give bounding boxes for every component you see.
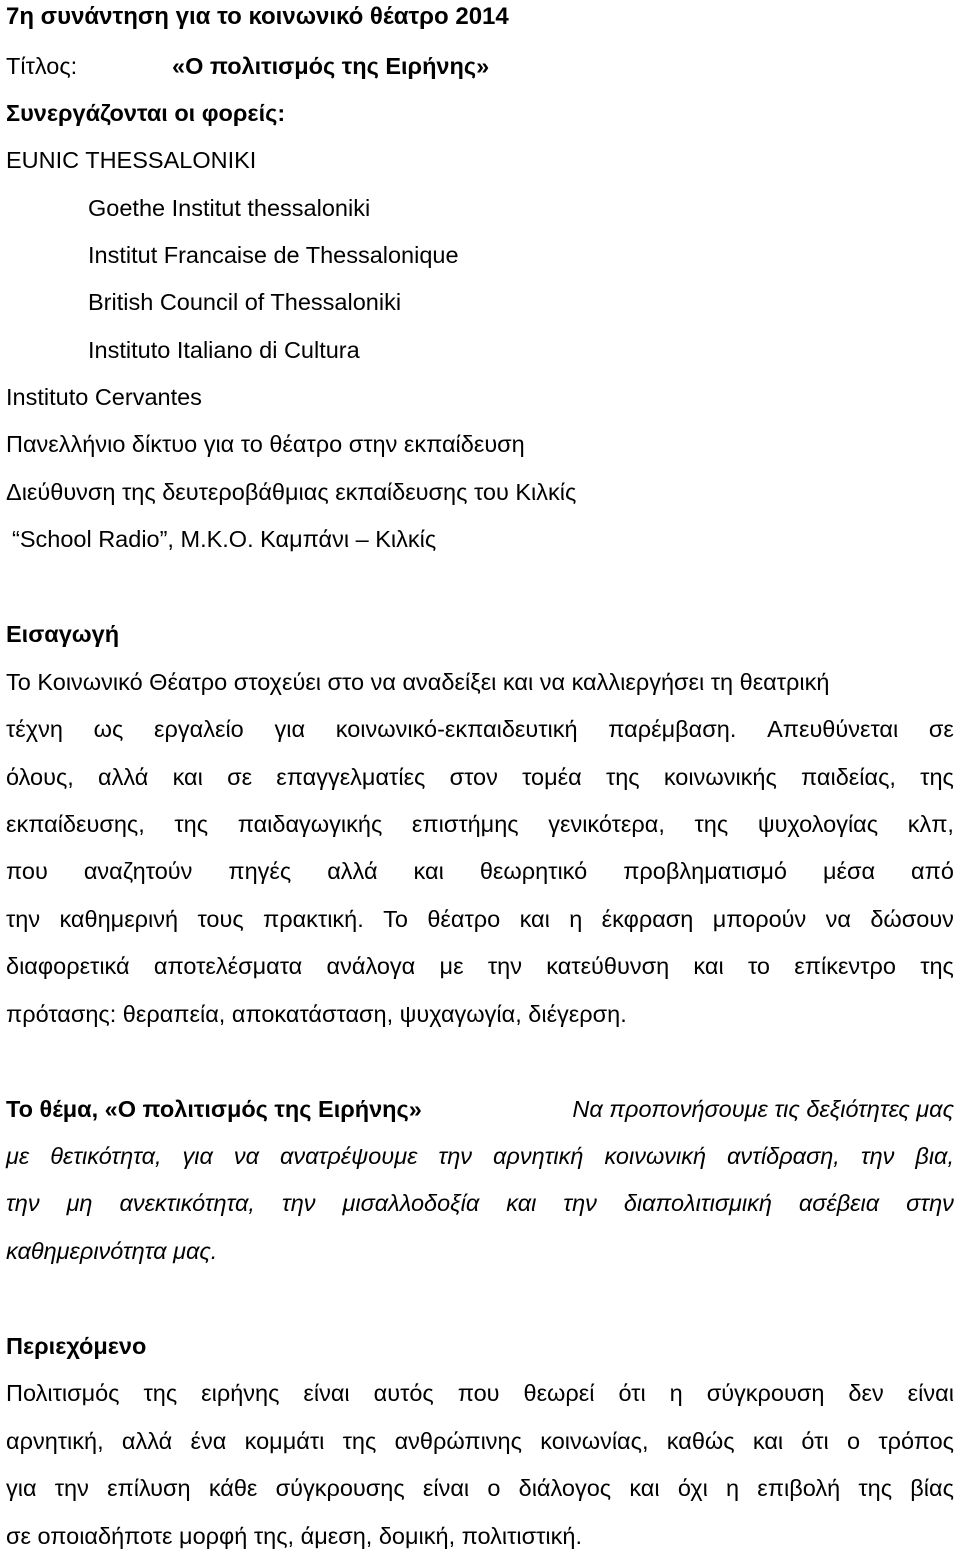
theme-bold: Το θέμα, «Ο πολιτισμός της Ειρήνης» [6, 1096, 422, 1122]
partner-item: Instituto Italiano di Cultura [88, 337, 360, 363]
partner-item: British Council of Thessaloniki [88, 289, 402, 315]
partner-item: Instituto Cervantes [6, 384, 202, 410]
partner-item: Πανελλήνιο δίκτυο για το θέατρο στην εκπαίδευση [6, 431, 525, 457]
theme-line: την μη ανεκτικότητα, την μισαλλοδοξία και την διαπολιτισμική ασέβεια στην [6, 1190, 954, 1216]
intro-line: όλους, αλλά και σε επαγγελματίες στον τομέα της κοινωνικής παιδείας, της [6, 764, 954, 790]
intro-line: που αναζητούν πηγές αλλά και θεωρητικό προβληματισμό μέσα από [6, 858, 954, 884]
partner-item: “School Radio”, Μ.Κ.Ο. Καμπάνι – Κιλκίς [12, 526, 437, 552]
intro-heading: Εισαγωγή [6, 621, 120, 647]
intro-line: Το Κοινωνικό Θέατρο στοχεύει στο να αναδείξει και να καλλιεργήσει τη θεατρική [6, 669, 830, 695]
intro-line: εκπαίδευσης, της παιδαγωγικής επιστήμης γενικότερα, της ψυχολογίας κλπ, [6, 811, 954, 837]
theme-line: καθημερινότητα μας. [6, 1238, 218, 1264]
theme-line: με θετικότητα, για να ανατρέψουμε την αρνητική κοινωνική αντίδραση, την βια, [6, 1143, 954, 1169]
content-heading: Περιεχόμενο [6, 1333, 147, 1359]
partner-item: Institut Francaise de Thessalonique [88, 242, 459, 268]
partner-item: Goethe Institut thessaloniki [88, 195, 371, 221]
title-value: «Ο πολιτισμός της Ειρήνης» [172, 53, 490, 79]
content-line: σε οποιαδήποτε μορφή της, άμεση, δομική, πολιτιστική. [6, 1523, 582, 1549]
partner-item: EUNIC THESSALONIKI [6, 147, 257, 173]
title-label: Τίτλος: [6, 53, 78, 79]
document-heading: 7η συνάντηση για το κοινωνικό θέατρο 2014 [6, 3, 509, 30]
theme-line [6, 1094, 954, 1124]
content-line: αρνητική, αλλά ένα κομμάτι της ανθρώπινης κοινωνίας, καθώς και ότι ο τρόπος [6, 1428, 954, 1454]
theme-italic: Να προπονήσουμε τις δεξιότητες μας [572, 1096, 954, 1122]
intro-line: την καθημερινή τους πρακτική. Το θέατρο και η έκφραση μπορούν να δώσουν [6, 906, 954, 932]
intro-line: διαφορετικά αποτελέσματα ανάλογα με την κατεύθυνση και το επίκεντρο της [6, 953, 954, 979]
content-line: Πολιτισμός της ειρήνης είναι αυτός που θεωρεί ότι η σύγκρουση δεν είναι [6, 1380, 954, 1406]
intro-line: τέχνη ως εργαλείο για κοινωνικό-εκπαιδευτική παρέμβαση. Απευθύνεται σε [6, 716, 954, 742]
content-line: για την επίλυση κάθε σύγκρουσης είναι ο διάλογος και όχι η επιβολή της βίας [6, 1475, 954, 1501]
partners-label: Συνεργάζονται οι φορείς: [6, 100, 286, 126]
intro-line: πρότασης: θεραπεία, αποκατάσταση, ψυχαγωγία, διέγερση. [6, 1001, 627, 1027]
partner-item: Διεύθυνση της δευτεροβάθμιας εκπαίδευσης του Κιλκίς [6, 479, 577, 505]
